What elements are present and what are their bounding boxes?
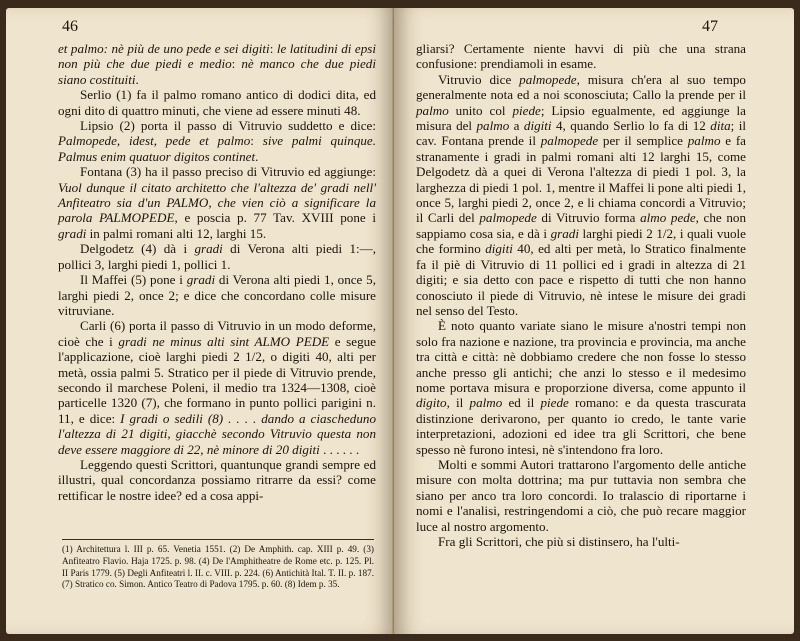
text-run: : bbox=[250, 133, 263, 149]
text-run: 4, quando Serlio lo fa di 12 bbox=[551, 118, 711, 134]
text-run: Leggendo questi Scrittori, quantunque grandi sempre ed illustri, qual concordanza possiamo ritrarre da essi? come rettificar le nostre idee? ed a cosa appi- bbox=[58, 456, 376, 503]
italic-run: piede bbox=[540, 395, 569, 411]
text-run: in palmi romani alti 12, larghi 15. bbox=[86, 225, 267, 241]
text-run: larghi piedi 2 1/2, i quali vuole che formino bbox=[416, 225, 746, 257]
italic-run: almo pede bbox=[640, 210, 696, 226]
text-run: Fontana (3) ha il passo preciso di Vitruvio ed aggiunge: bbox=[80, 164, 376, 180]
italic-run: gradi ne minus alti sint ALMO PEDE bbox=[118, 333, 330, 349]
italic-run: digiti bbox=[523, 118, 552, 134]
text-run: e fa stranamente i gradi in palmi romani alti 12 larghi 15, come Delgodetz dà a quei di Verona l'altezza di piedi 1 pol. 3, la larghezza di piedi 1 pol. 1, mentre il Maffei li pone alti piedi 1, once 5, larghi piedi 2, once 2, e li chiama concordi a Vitruvio; il Carli del bbox=[416, 133, 746, 226]
text-run: di Verona alti piedi 1:—, pollici 3, larghi piedi 1, pollici 1. bbox=[58, 241, 376, 272]
text-run: , che non sappiamo cosa sia, e dà i bbox=[416, 210, 746, 241]
italic-run: piede bbox=[512, 102, 541, 118]
page-number-right: 47 bbox=[702, 18, 718, 35]
paragraph bbox=[58, 87, 376, 118]
text-run: unito col bbox=[448, 102, 513, 118]
text-run: di Verona alti piedi 1, once 5, larghi piedi 2, once 2; e dice che concordano colle misure vitruviane. bbox=[58, 272, 376, 318]
italic-run: Palmopede, idest, pede et palmo bbox=[58, 133, 251, 149]
italic-run: et palmo bbox=[58, 41, 104, 56]
text-run: Delgodetz (4) dà i bbox=[80, 241, 195, 257]
text-run: Fra gli Scrittori, che più si distinsero, ha l'ulti- bbox=[438, 534, 680, 549]
right-page-body bbox=[416, 41, 746, 549]
footnote-rule bbox=[62, 539, 374, 540]
text-run: . bbox=[135, 71, 139, 87]
paragraph bbox=[58, 164, 376, 241]
italic-run: palmo bbox=[416, 102, 449, 118]
italic-run: palmopede bbox=[479, 210, 537, 226]
italic-run: dita bbox=[710, 118, 731, 134]
italic-run: sive palmi quinque. Palmus enim quatuor digitos continet bbox=[58, 133, 376, 164]
text-run: Molti e sommi Autori trattarono l'argomento delle antiche misure con molta dottrina; ma pur tuttavia non sembra che siano per anco tra loro concordi. Io tralascio di riportarne i nomi e l'analisi, restringendomi a ciò, che può recare maggior luce al nostro argomento. bbox=[416, 456, 746, 534]
italic-run: digiti bbox=[485, 241, 513, 257]
italic-run: I gradi o sedili (8) . . . . dando a ciascheduno l'altezza di 21 digiti, giacchè secondo Vitruvio questa non deve essere maggiore di 22, nè minore di 20 digiti bbox=[58, 410, 376, 457]
right-page bbox=[394, 8, 794, 634]
text-run: gliarsi? Certamente niente havvi di più che una strana confusione: prendiamoli in esame. bbox=[416, 41, 746, 72]
italic-run: palmo bbox=[476, 118, 510, 134]
text-run: , il bbox=[446, 395, 470, 411]
italic-run: gradi bbox=[550, 225, 579, 241]
text-run: . . . . . . bbox=[319, 441, 360, 457]
italic-run: : nè più de uno pede e sei digiti bbox=[103, 41, 270, 56]
text-run: ed il bbox=[502, 395, 541, 411]
text-run: ; il cav. Fontana prende il bbox=[416, 118, 746, 149]
text-run: , e poscia p. 77 Tav. XVIII pone i bbox=[174, 210, 376, 226]
left-page bbox=[6, 8, 394, 634]
text-run: Vitruvio dice bbox=[438, 71, 520, 87]
paragraph bbox=[416, 72, 746, 319]
paragraph bbox=[58, 272, 376, 318]
text-run: ; Lipsio egualmente, ed aggiunge la misura del bbox=[416, 102, 746, 134]
footnotes: (1) Architettura l. III p. 65. Venetia 1551. (2) De Amphith. cap. XIII p. 49. (3) Anfiteatro Flavio. Haja 1725. p. 98. (4) De l'Amphitheatre de Rome etc. p. 125. Pl. II Paris 1779. (5) Degli Anfiteatri l. II. c. VIII. p. 224. (6) Antichità Ital. T. II. p. 187. (7) Stratico co. Simon. Antico Teatro di Padova 1795. p. 60. (8) Idem p. 35. bbox=[62, 544, 374, 590]
italic-run: palmopede bbox=[540, 133, 599, 149]
italic-run: digito bbox=[416, 395, 447, 411]
paragraph bbox=[58, 241, 376, 272]
paragraph bbox=[58, 318, 376, 457]
text-run: per il semplice bbox=[598, 133, 688, 149]
text-run: , misura ch'era al suo tempo generalmente nota ed a noi sconosciuta; Callo la prende per il bbox=[416, 71, 746, 103]
text-run: a bbox=[509, 118, 524, 134]
italic-run: palmopede bbox=[519, 71, 577, 87]
italic-run: palmo bbox=[687, 133, 721, 149]
paragraph bbox=[416, 41, 746, 72]
text-run: romano: e da questa trascurata distinzione derivarono, per quanto io credo, le tante varie interpretazioni, adozioni ed idee tra gli Scrittori, che bene spesso nè furono intesi, nè s'intendono fra loro. bbox=[416, 395, 746, 457]
italic-run: nè manco che due piedi siano costituiti bbox=[58, 56, 376, 87]
text-run: Serlio (1) fa il palmo romano antico di dodici dita, ed ogni dito di quattro minuti, che viene ad essere minuti 48. bbox=[58, 87, 376, 118]
text-run: . bbox=[255, 148, 259, 164]
italic-run: gradi bbox=[186, 272, 216, 288]
paragraph bbox=[416, 534, 746, 549]
text-run: : bbox=[231, 56, 242, 72]
paragraph bbox=[58, 41, 376, 87]
paragraph bbox=[416, 457, 746, 534]
italic-run: gradi bbox=[194, 241, 223, 257]
paragraph bbox=[416, 318, 746, 457]
text-run: Carli (6) porta il passo di Vitruvio in un modo deforme, cioè che i bbox=[58, 318, 376, 349]
text-run: Lipsio (2) porta il passo di Vitruvio suddetto e dice: bbox=[80, 118, 376, 134]
italic-run: le latitudini di epsi non più che due piedi e medio bbox=[58, 41, 376, 72]
text-run: : bbox=[269, 41, 277, 56]
text-run: Il Maffei (5) pone i bbox=[80, 272, 187, 288]
text-run: di Vitruvio forma bbox=[536, 210, 641, 226]
italic-run: gradi bbox=[58, 225, 87, 241]
paragraph bbox=[58, 457, 376, 503]
page-number-left: 46 bbox=[62, 18, 78, 35]
text-run: È noto quanto variate siano le misure a'nostri tempi non solo fra nazione e nazione, tra provincia e provincia, ma anche tra città e città: nè dobbiamo credere che non fosse lo stesso anche presso gli antichi; che anzi lo stesso e il medesimo nome portava misura e proporzione diversa, come appunto il bbox=[416, 318, 746, 395]
italic-run: palmo bbox=[469, 395, 503, 411]
paragraph bbox=[58, 118, 376, 164]
italic-run: Vuol dunque il citato architetto che l'altezza de' gradi nell' Anfiteatro sia d'un PALMO, che vien ciò a significare la parola PALMOPEDE bbox=[58, 179, 376, 226]
left-page-body bbox=[58, 41, 376, 503]
text-run: e segue l'applicazione, cioè larghi piedi 2 1/2, o digiti 40, alti per metà, ossia palmi 5. Stratico per il piede di Vitruvio prende, secondo il marchese Poleni, il medio tra 1324—1308, cioè particelle 1320 (7), che formano in punto pollici parigini n. 11, e dice: bbox=[58, 333, 376, 426]
text-run: 40, ed alti per metà, lo Stratico finalmente fa il piè di Vitruvio di 11 pollici ed i gradi in altezza di 21 digiti; e sia detto con pace e rispetto di tutti che non hanno conosciuto il piede di Vitruvio, nè intese le misure dei gradi nel senso del Testo. bbox=[416, 241, 746, 318]
